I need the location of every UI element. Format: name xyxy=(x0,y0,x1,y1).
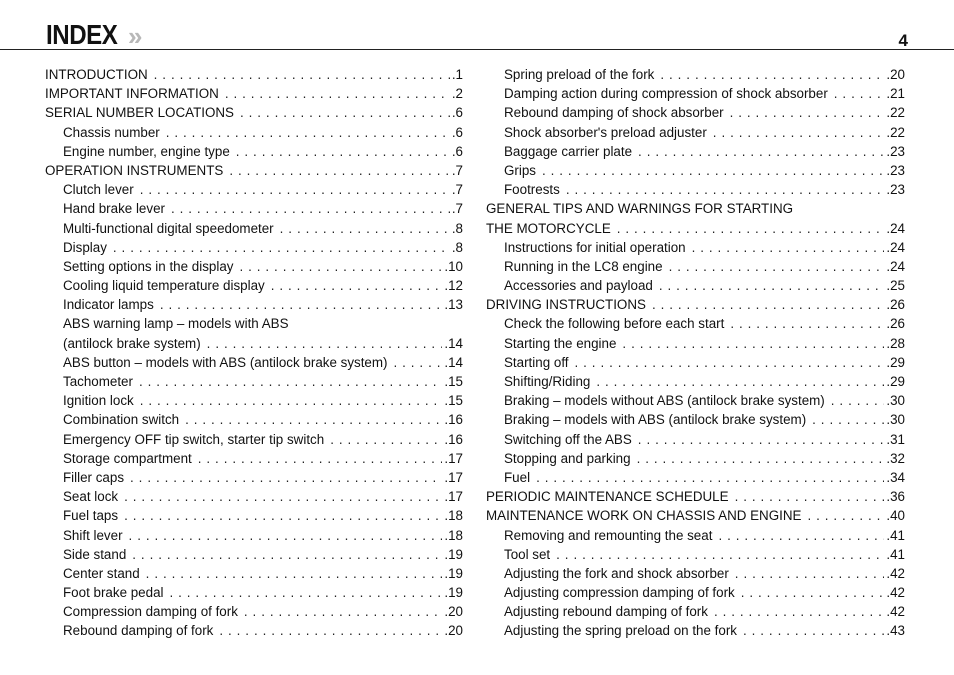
dot-leader xyxy=(240,103,450,122)
entry-title: Adjusting compression damping of fork xyxy=(504,585,735,601)
dot-leader xyxy=(714,602,884,621)
entry-title: Side stand xyxy=(63,546,127,562)
entry-page-number: .6 xyxy=(451,105,463,121)
dot-leader xyxy=(638,430,885,449)
dot-leader xyxy=(831,391,885,410)
entry-title: Clutch lever xyxy=(63,182,134,198)
dot-leader xyxy=(244,602,442,621)
entry-page-number: .26 xyxy=(886,316,905,332)
entry-title: Combination switch xyxy=(63,412,180,428)
index-subentry[interactable] xyxy=(45,199,463,218)
index-section-entry[interactable] xyxy=(486,219,905,238)
entry-page-number: .20 xyxy=(444,623,463,639)
entry-title: Adjusting the spring preload on the fork xyxy=(504,623,737,639)
index-subentry[interactable] xyxy=(45,583,463,602)
index-subentry[interactable] xyxy=(486,142,905,161)
index-subentry[interactable] xyxy=(486,103,905,122)
index-section-entry[interactable] xyxy=(45,103,463,122)
entry-page-number: .17 xyxy=(444,469,463,485)
dot-leader xyxy=(113,238,450,257)
dot-leader xyxy=(124,487,442,506)
entry-page-number: .19 xyxy=(444,585,463,601)
dot-leader xyxy=(536,468,884,487)
entry-title: Braking – models without ABS (antilock brake system) xyxy=(504,393,825,409)
entry-page-number: .20 xyxy=(886,67,905,82)
dot-leader xyxy=(229,161,450,180)
entry-page-number: .29 xyxy=(886,354,905,370)
entry-title: Ignition lock xyxy=(63,393,134,409)
index-subentry[interactable] xyxy=(45,564,463,583)
index-subentry[interactable] xyxy=(45,526,463,545)
index-subentry[interactable] xyxy=(45,487,463,506)
entry-title: Rebound damping of shock absorber xyxy=(504,105,724,121)
entry-title: Filler caps xyxy=(63,469,125,485)
entry-title: Switching off the ABS xyxy=(504,431,632,447)
entry-title: SERIAL NUMBER LOCATIONS xyxy=(45,105,234,121)
dot-leader xyxy=(812,410,884,429)
entry-title: OPERATION INSTRUMENTS xyxy=(45,162,224,178)
dot-leader xyxy=(575,353,885,372)
entry-page-number: .23 xyxy=(886,162,905,178)
dot-leader xyxy=(735,564,885,583)
index-section-entry[interactable] xyxy=(45,84,463,103)
index-column-right xyxy=(486,65,905,641)
dot-leader xyxy=(166,123,450,142)
entry-page-number: .17 xyxy=(444,489,463,505)
entry-page-number: .28 xyxy=(886,335,905,351)
entry-title: Tool set xyxy=(504,546,551,562)
dot-leader xyxy=(718,526,884,545)
dot-leader xyxy=(692,238,885,257)
entry-page-number: .31 xyxy=(886,431,905,447)
entry-page-number: .30 xyxy=(886,412,905,428)
entry-page-number: .6 xyxy=(451,124,463,140)
entry-page-number: .15 xyxy=(444,393,463,409)
dot-leader xyxy=(652,295,884,314)
entry-title: PERIODIC MAINTENANCE SCHEDULE xyxy=(486,489,729,505)
dot-leader xyxy=(735,487,885,506)
index-subentry[interactable] xyxy=(486,391,905,410)
index-subentry[interactable] xyxy=(486,123,905,142)
entry-title: Emergency OFF tip switch, starter tip switch xyxy=(63,431,325,447)
index-subentry[interactable] xyxy=(486,65,905,84)
entry-title: (antilock brake system) xyxy=(63,335,201,351)
entry-page-number: .10 xyxy=(444,258,463,274)
entry-title: Seat lock xyxy=(63,489,119,505)
entry-title: Display xyxy=(63,239,107,255)
entry-page-number: .21 xyxy=(886,86,905,102)
chevron-icon: » xyxy=(128,21,139,51)
index-subentry[interactable] xyxy=(486,621,905,640)
entry-page-number: .32 xyxy=(886,450,905,466)
entry-page-number: .41 xyxy=(886,527,905,543)
entry-page-number: .23 xyxy=(886,143,905,159)
dot-leader xyxy=(239,257,442,276)
index-section-entry[interactable] xyxy=(486,506,905,525)
index-subentry[interactable] xyxy=(486,468,905,487)
dot-leader xyxy=(669,257,885,276)
dot-leader xyxy=(807,506,884,525)
entry-title: Grips xyxy=(504,162,536,178)
index-subentry[interactable] xyxy=(486,583,905,602)
entry-title: Accessories and payload xyxy=(504,278,653,294)
entry-page-number: .7 xyxy=(451,201,463,217)
page-title: INDEX xyxy=(46,19,118,50)
index-subentry[interactable] xyxy=(486,449,905,468)
dot-leader xyxy=(225,84,450,103)
entry-page-number: .36 xyxy=(886,489,905,505)
entry-title: Stopping and parking xyxy=(504,450,631,466)
entry-page-number: .24 xyxy=(886,239,905,255)
index-subentry[interactable] xyxy=(486,372,905,391)
dot-leader xyxy=(171,199,450,218)
index-section-entry[interactable] xyxy=(45,161,463,180)
index-column-left xyxy=(45,65,463,641)
entry-page-number: .16 xyxy=(444,412,463,428)
dot-leader xyxy=(146,564,443,583)
entry-title: Tachometer xyxy=(63,374,133,389)
entry-title: Setting options in the display xyxy=(63,258,234,274)
entry-page-number: .7 xyxy=(451,162,463,178)
index-subentry[interactable] xyxy=(45,238,463,257)
dot-leader xyxy=(160,295,443,314)
entry-page-number: .12 xyxy=(444,278,463,294)
dot-leader xyxy=(130,468,442,487)
index-section-entry[interactable] xyxy=(486,487,905,506)
entry-page-number: .29 xyxy=(886,374,905,389)
entry-page-number: .19 xyxy=(444,565,463,581)
entry-page-number: .34 xyxy=(886,469,905,485)
index-subentry[interactable] xyxy=(486,602,905,621)
index-subentry[interactable] xyxy=(486,238,905,257)
entry-title: Check the following before each start xyxy=(504,316,725,332)
entry-title: IMPORTANT INFORMATION xyxy=(45,86,219,102)
index-subentry[interactable] xyxy=(45,295,463,314)
dot-leader xyxy=(154,65,450,84)
page-number: 4 xyxy=(898,31,908,50)
entry-page-number: .14 xyxy=(444,335,463,351)
dot-leader xyxy=(741,583,885,602)
entry-title: Fuel xyxy=(504,469,531,485)
index-section-entry[interactable] xyxy=(486,199,905,218)
entry-page-number: .13 xyxy=(444,297,463,313)
index-subentry[interactable] xyxy=(45,506,463,525)
entry-title: Center stand xyxy=(63,565,140,581)
index-subentry[interactable] xyxy=(45,449,463,468)
index-subentry[interactable] xyxy=(45,353,463,372)
index-subentry[interactable] xyxy=(45,219,463,238)
dot-leader xyxy=(170,583,443,602)
entry-page-number: .20 xyxy=(444,604,463,620)
dot-leader xyxy=(596,372,884,391)
entry-title: Starting off xyxy=(504,354,569,370)
entry-title: ABS warning lamp – models with ABS xyxy=(63,316,289,332)
entry-title: Fuel taps xyxy=(63,508,119,524)
entry-page-number: .8 xyxy=(451,220,463,236)
dot-leader xyxy=(713,123,885,142)
entry-page-number: .2 xyxy=(451,86,463,102)
entry-page-number: .26 xyxy=(886,297,905,313)
entry-page-number: .1 xyxy=(451,67,463,82)
entry-page-number: .15 xyxy=(444,374,463,389)
index-subentry[interactable] xyxy=(486,314,905,333)
dot-leader xyxy=(132,545,442,564)
index-subentry[interactable] xyxy=(45,334,463,353)
entry-title: Multi-functional digital speedometer xyxy=(63,220,274,236)
entry-page-number: .42 xyxy=(886,604,905,620)
entry-title: Shifting/Riding xyxy=(504,374,591,389)
entry-page-number: .14 xyxy=(444,354,463,370)
index-subentry[interactable] xyxy=(45,372,463,391)
dot-leader xyxy=(394,353,443,372)
index-subentry[interactable] xyxy=(45,602,463,621)
entry-page-number: .24 xyxy=(886,220,905,236)
entry-page-number: .43 xyxy=(886,623,905,639)
dot-leader xyxy=(140,180,450,199)
entry-title: Shock absorber's preload adjuster xyxy=(504,124,707,140)
entry-title: Compression damping of fork xyxy=(63,604,238,620)
entry-page-number: .6 xyxy=(451,143,463,159)
entry-title: INTRODUCTION xyxy=(45,67,148,82)
entry-page-number: .22 xyxy=(886,124,905,140)
dot-leader xyxy=(219,621,442,640)
entry-page-number: .7 xyxy=(451,182,463,198)
index-subentry[interactable] xyxy=(45,180,463,199)
dot-leader xyxy=(271,276,443,295)
dot-leader xyxy=(660,65,884,84)
entry-title: Adjusting rebound damping of fork xyxy=(504,604,708,620)
entry-page-number: .41 xyxy=(886,546,905,562)
index-subentry[interactable] xyxy=(486,410,905,429)
entry-title: Instructions for initial operation xyxy=(504,239,686,255)
entry-title: Engine number, engine type xyxy=(63,143,230,159)
entry-page-number: .16 xyxy=(444,431,463,447)
index-subentry[interactable] xyxy=(486,353,905,372)
entry-title: Spring preload of the fork xyxy=(504,67,655,82)
entry-page-number: .22 xyxy=(886,105,905,121)
entry-title: Foot brake pedal xyxy=(63,585,164,601)
dot-leader xyxy=(834,84,885,103)
dot-leader xyxy=(185,410,442,429)
page-header xyxy=(0,0,954,50)
entry-title: Hand brake lever xyxy=(63,201,165,217)
dot-leader xyxy=(566,180,885,199)
index-section-entry[interactable] xyxy=(486,295,905,314)
entry-title: ABS button – models with ABS (antilock brake system) xyxy=(63,354,388,370)
index-subentry[interactable] xyxy=(45,545,463,564)
entry-title: THE MOTORCYCLE xyxy=(486,220,611,236)
dot-leader xyxy=(198,449,443,468)
index-subentry[interactable] xyxy=(486,334,905,353)
entry-title: Indicator lamps xyxy=(63,297,154,313)
index-subentry[interactable] xyxy=(486,180,905,199)
entry-page-number: .17 xyxy=(444,450,463,466)
index-subentry[interactable] xyxy=(45,123,463,142)
entry-title: GENERAL TIPS AND WARNINGS FOR STARTING xyxy=(486,201,794,217)
index-subentry[interactable] xyxy=(486,84,905,103)
dot-leader xyxy=(637,449,885,468)
index-subentry[interactable] xyxy=(45,257,463,276)
entry-page-number: .18 xyxy=(444,527,463,543)
dot-leader xyxy=(730,314,884,333)
index-subentry[interactable] xyxy=(45,142,463,161)
index-subentry[interactable] xyxy=(486,526,905,545)
index-subentry[interactable] xyxy=(45,430,463,449)
entry-title: Braking – models with ABS (antilock brake system) xyxy=(504,412,807,428)
entry-page-number: .18 xyxy=(444,508,463,524)
entry-page-number: .19 xyxy=(444,546,463,562)
index-subentry[interactable] xyxy=(45,276,463,295)
entry-page-number: .40 xyxy=(886,508,905,524)
dot-leader xyxy=(622,334,884,353)
entry-title: MAINTENANCE WORK ON CHASSIS AND ENGINE xyxy=(486,508,802,524)
index-subentry[interactable] xyxy=(45,468,463,487)
entry-title: Footrests xyxy=(504,182,560,198)
index-subentry[interactable] xyxy=(45,410,463,429)
dot-leader xyxy=(139,372,442,391)
entry-title: Rebound damping of fork xyxy=(63,623,214,639)
dot-leader xyxy=(730,103,885,122)
index-section-entry[interactable] xyxy=(45,65,463,84)
entry-title: Adjusting the fork and shock absorber xyxy=(504,565,729,581)
index-subentry[interactable] xyxy=(486,564,905,583)
index-subentry[interactable] xyxy=(486,161,905,180)
entry-title: DRIVING INSTRUCTIONS xyxy=(486,297,646,313)
dot-leader xyxy=(617,219,885,238)
dot-leader xyxy=(207,334,443,353)
dot-leader xyxy=(659,276,885,295)
entry-title: Starting the engine xyxy=(504,335,617,351)
dot-leader xyxy=(236,142,450,161)
entry-page-number: .8 xyxy=(451,239,463,255)
index-subentry[interactable] xyxy=(45,314,463,333)
entry-title: Running in the LC8 engine xyxy=(504,258,663,274)
dot-leader xyxy=(556,545,884,564)
entry-page-number: .30 xyxy=(886,393,905,409)
index-subentry[interactable] xyxy=(486,276,905,295)
dot-leader xyxy=(280,219,450,238)
index-subentry[interactable] xyxy=(45,391,463,410)
entry-page-number: .25 xyxy=(886,278,905,294)
entry-title: Storage compartment xyxy=(63,450,192,466)
dot-leader xyxy=(743,621,884,640)
index-subentry[interactable] xyxy=(45,621,463,640)
entry-page-number: .24 xyxy=(886,258,905,274)
dot-leader xyxy=(129,526,443,545)
dot-leader xyxy=(124,506,442,525)
entry-title: Chassis number xyxy=(63,124,160,140)
entry-title: Baggage carrier plate xyxy=(504,143,633,159)
index-subentry[interactable] xyxy=(486,257,905,276)
index-subentry[interactable] xyxy=(486,545,905,564)
entry-title: Removing and remounting the seat xyxy=(504,527,713,543)
entry-title: Cooling liquid temperature display xyxy=(63,278,265,294)
entry-title: Damping action during compression of shock absorber xyxy=(504,86,828,102)
entry-page-number: .23 xyxy=(886,182,905,198)
entry-page-number: .42 xyxy=(886,585,905,601)
dot-leader xyxy=(542,161,884,180)
entry-title: Shift lever xyxy=(63,527,123,543)
dot-leader xyxy=(330,430,442,449)
entry-page-number: .42 xyxy=(886,565,905,581)
index-subentry[interactable] xyxy=(486,430,905,449)
dot-leader xyxy=(140,391,443,410)
dot-leader xyxy=(638,142,884,161)
